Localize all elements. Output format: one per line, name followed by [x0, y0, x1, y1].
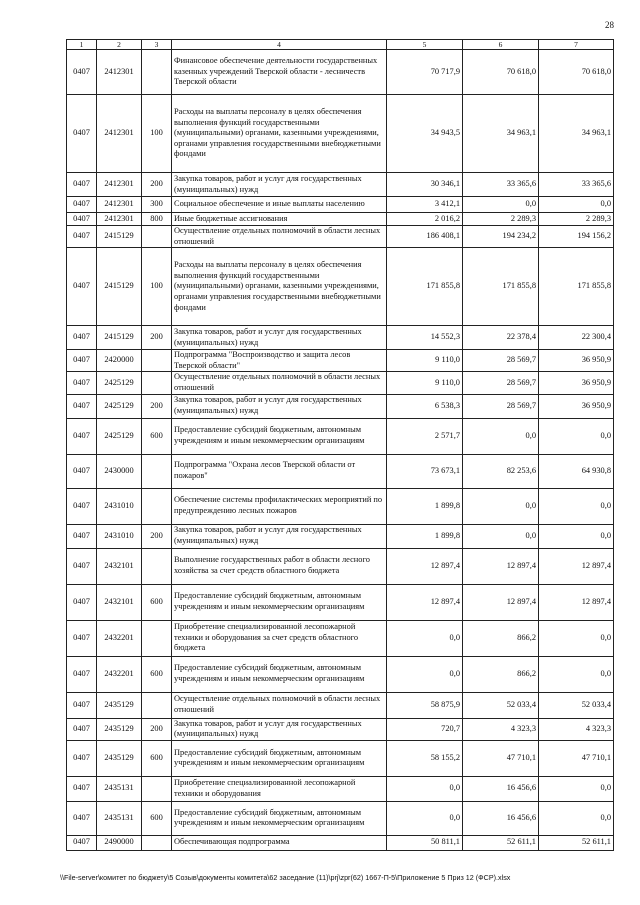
table-row [67, 326, 614, 350]
amount-col7-cell: 0,0 [539, 524, 614, 548]
target-code-cell: 2430000 [97, 454, 142, 488]
description-cell: Закупка товаров, работ и услуг для государственных (муниципальных) нужд [172, 718, 387, 740]
table-row [67, 620, 614, 656]
expense-type-cell [142, 488, 172, 524]
amount-col6-cell: 34 963,1 [463, 95, 539, 173]
amount-col7-cell: 0,0 [539, 488, 614, 524]
amount-col5-cell: 58 155,2 [387, 740, 463, 776]
amount-col5-cell: 0,0 [387, 656, 463, 692]
table-row [67, 835, 614, 850]
amount-col6-cell: 866,2 [463, 620, 539, 656]
target-code-cell: 2415129 [97, 326, 142, 350]
section-code-cell: 0407 [67, 213, 97, 226]
table-row [67, 692, 614, 718]
target-code-cell: 2432201 [97, 656, 142, 692]
amount-col6-cell: 33 365,6 [463, 173, 539, 197]
description-cell: Закупка товаров, работ и услуг для государственных (муниципальных) нужд [172, 524, 387, 548]
description-cell: Приобретение специализированной лесопожарной техники и оборудования [172, 776, 387, 801]
amount-col5-cell: 12 897,4 [387, 548, 463, 584]
expense-type-cell: 200 [142, 394, 172, 418]
description-cell: Закупка товаров, работ и услуг для государственных (муниципальных) нужд [172, 394, 387, 418]
section-code-cell: 0407 [67, 835, 97, 850]
amount-col6-cell: 47 710,1 [463, 740, 539, 776]
file-path-footer: \\File-server\комитет по бюджету\5 Созыв\документы комитета\62 заседание (11)\prj\zpr(62) 1667-П-5\Приложение 5 Приз 12 (ФСР).xlsx [60, 873, 511, 882]
amount-col5-cell: 12 897,4 [387, 584, 463, 620]
target-code-cell: 2431010 [97, 488, 142, 524]
expense-type-cell: 200 [142, 524, 172, 548]
expense-type-cell: 100 [142, 95, 172, 173]
section-code-cell: 0407 [67, 95, 97, 173]
amount-col6-cell: 52 611,1 [463, 835, 539, 850]
description-cell: Осуществление отдельных полномочий в области лесных отношений [172, 226, 387, 248]
amount-col5-cell: 14 552,3 [387, 326, 463, 350]
table-body [67, 50, 614, 851]
amount-col6-cell: 28 569,7 [463, 394, 539, 418]
amount-col7-cell: 171 855,8 [539, 248, 614, 326]
amount-col7-cell: 64 930,8 [539, 454, 614, 488]
expense-type-cell [142, 548, 172, 584]
amount-col7-cell: 34 963,1 [539, 95, 614, 173]
target-code-cell: 2425129 [97, 394, 142, 418]
amount-col7-cell: 2 289,3 [539, 213, 614, 226]
amount-col5-cell: 0,0 [387, 801, 463, 835]
section-code-cell: 0407 [67, 620, 97, 656]
table-row [67, 584, 614, 620]
section-code-cell: 0407 [67, 226, 97, 248]
description-cell: Подпрограмма "Воспроизводство и защита лесов Тверской области" [172, 350, 387, 372]
description-cell: Подпрограмма "Охрана лесов Тверской области от пожаров" [172, 454, 387, 488]
target-code-cell: 2435129 [97, 740, 142, 776]
target-code-cell: 2425129 [97, 372, 142, 394]
column-header: 6 [463, 40, 539, 50]
description-cell: Социальное обеспечение и иные выплаты населению [172, 197, 387, 213]
expense-type-cell [142, 692, 172, 718]
amount-col5-cell: 34 943,5 [387, 95, 463, 173]
section-code-cell: 0407 [67, 801, 97, 835]
amount-col5-cell: 0,0 [387, 776, 463, 801]
amount-col7-cell: 70 618,0 [539, 50, 614, 95]
table-row [67, 488, 614, 524]
amount-col7-cell: 52 033,4 [539, 692, 614, 718]
description-cell: Обеспечивающая подпрограмма [172, 835, 387, 850]
section-code-cell: 0407 [67, 584, 97, 620]
target-code-cell: 2435129 [97, 692, 142, 718]
table-row [67, 394, 614, 418]
section-code-cell: 0407 [67, 548, 97, 584]
amount-col5-cell: 9 110,0 [387, 372, 463, 394]
amount-col5-cell: 73 673,1 [387, 454, 463, 488]
expense-type-cell: 600 [142, 801, 172, 835]
table-row [67, 95, 614, 173]
amount-col6-cell: 0,0 [463, 524, 539, 548]
section-code-cell: 0407 [67, 197, 97, 213]
amount-col6-cell: 82 253,6 [463, 454, 539, 488]
description-cell: Обеспечение системы профилактических мероприятий по предупреждению лесных пожаров [172, 488, 387, 524]
section-code-cell: 0407 [67, 350, 97, 372]
section-code-cell: 0407 [67, 740, 97, 776]
target-code-cell: 2412301 [97, 95, 142, 173]
page-number: 28 [605, 20, 614, 30]
amount-col5-cell: 30 346,1 [387, 173, 463, 197]
amount-col6-cell: 70 618,0 [463, 50, 539, 95]
description-cell: Иные бюджетные ассигнования [172, 213, 387, 226]
target-code-cell: 2412301 [97, 173, 142, 197]
section-code-cell: 0407 [67, 326, 97, 350]
table-row [67, 454, 614, 488]
amount-col7-cell: 0,0 [539, 656, 614, 692]
expense-type-cell [142, 50, 172, 95]
section-code-cell: 0407 [67, 418, 97, 454]
amount-col5-cell: 0,0 [387, 620, 463, 656]
amount-col6-cell: 16 456,6 [463, 776, 539, 801]
expense-type-cell: 300 [142, 197, 172, 213]
target-code-cell: 2432201 [97, 620, 142, 656]
amount-col5-cell: 171 855,8 [387, 248, 463, 326]
amount-col5-cell: 720,7 [387, 718, 463, 740]
description-cell: Осуществление отдельных полномочий в области лесных отношений [172, 692, 387, 718]
description-cell: Приобретение специализированной лесопожарной техники и оборудования за счет средств областного бюджета [172, 620, 387, 656]
section-code-cell: 0407 [67, 173, 97, 197]
amount-col7-cell: 22 300,4 [539, 326, 614, 350]
amount-col6-cell: 866,2 [463, 656, 539, 692]
description-cell: Выполнение государственных работ в области лесного хозяйства за счет средств областного бюджета [172, 548, 387, 584]
amount-col7-cell: 0,0 [539, 620, 614, 656]
target-code-cell: 2425129 [97, 418, 142, 454]
amount-col6-cell: 2 289,3 [463, 213, 539, 226]
section-code-cell: 0407 [67, 50, 97, 95]
amount-col7-cell: 36 950,9 [539, 394, 614, 418]
amount-col6-cell: 0,0 [463, 197, 539, 213]
expense-type-cell: 600 [142, 740, 172, 776]
table-row [67, 50, 614, 95]
amount-col7-cell: 0,0 [539, 801, 614, 835]
expense-type-cell: 600 [142, 656, 172, 692]
table-row [67, 173, 614, 197]
amount-col5-cell: 58 875,9 [387, 692, 463, 718]
amount-col6-cell: 171 855,8 [463, 248, 539, 326]
amount-col6-cell: 194 234,2 [463, 226, 539, 248]
expense-type-cell [142, 776, 172, 801]
column-header: 1 [67, 40, 97, 50]
amount-col5-cell: 6 538,3 [387, 394, 463, 418]
expense-type-cell: 800 [142, 213, 172, 226]
section-code-cell: 0407 [67, 718, 97, 740]
table-row [67, 718, 614, 740]
amount-col6-cell: 22 378,4 [463, 326, 539, 350]
expense-type-cell [142, 835, 172, 850]
description-cell: Расходы на выплаты персоналу в целях обеспечения выполнения функций государственными (муниципальными) органами, казенными учреждениями, органами управления государственными внебюджетными фондами [172, 95, 387, 173]
target-code-cell: 2412301 [97, 50, 142, 95]
amount-col7-cell: 0,0 [539, 776, 614, 801]
amount-col5-cell: 1 899,8 [387, 524, 463, 548]
table-row [67, 418, 614, 454]
amount-col6-cell: 28 569,7 [463, 372, 539, 394]
expense-type-cell: 200 [142, 718, 172, 740]
column-header: 2 [97, 40, 142, 50]
table-row [67, 801, 614, 835]
expense-type-cell [142, 372, 172, 394]
amount-col6-cell: 4 323,3 [463, 718, 539, 740]
table-row [67, 740, 614, 776]
amount-col7-cell: 36 950,9 [539, 350, 614, 372]
column-header: 7 [539, 40, 614, 50]
description-cell: Закупка товаров, работ и услуг для государственных (муниципальных) нужд [172, 173, 387, 197]
amount-col6-cell: 52 033,4 [463, 692, 539, 718]
description-cell: Финансовое обеспечение деятельности государственных казенных учреждений Тверской области - лесничеств Тверской области [172, 50, 387, 95]
expense-type-cell: 200 [142, 173, 172, 197]
target-code-cell: 2415129 [97, 248, 142, 326]
column-header: 3 [142, 40, 172, 50]
table-row [67, 524, 614, 548]
amount-col7-cell: 47 710,1 [539, 740, 614, 776]
expense-type-cell: 600 [142, 418, 172, 454]
amount-col7-cell: 194 156,2 [539, 226, 614, 248]
table-row [67, 226, 614, 248]
budget-table [66, 39, 614, 851]
section-code-cell: 0407 [67, 454, 97, 488]
target-code-cell: 2435131 [97, 801, 142, 835]
amount-col7-cell: 12 897,4 [539, 584, 614, 620]
table-row [67, 350, 614, 372]
section-code-cell: 0407 [67, 524, 97, 548]
amount-col6-cell: 12 897,4 [463, 548, 539, 584]
column-header: 4 [172, 40, 387, 50]
section-code-cell: 0407 [67, 656, 97, 692]
description-cell: Осуществление отдельных полномочий в области лесных отношений [172, 372, 387, 394]
table-row [67, 372, 614, 394]
amount-col6-cell: 0,0 [463, 418, 539, 454]
target-code-cell: 2412301 [97, 197, 142, 213]
description-cell: Закупка товаров, работ и услуг для государственных (муниципальных) нужд [172, 326, 387, 350]
table-row [67, 248, 614, 326]
description-cell: Предоставление субсидий бюджетным, автономным учреждениям и иным некоммерческим организациям [172, 801, 387, 835]
amount-col7-cell: 4 323,3 [539, 718, 614, 740]
amount-col5-cell: 3 412,1 [387, 197, 463, 213]
description-cell: Предоставление субсидий бюджетным, автономным учреждениям и иным некоммерческим организациям [172, 656, 387, 692]
target-code-cell: 2412301 [97, 213, 142, 226]
amount-col7-cell: 36 950,9 [539, 372, 614, 394]
section-code-cell: 0407 [67, 692, 97, 718]
section-code-cell: 0407 [67, 488, 97, 524]
amount-col7-cell: 0,0 [539, 197, 614, 213]
target-code-cell: 2432101 [97, 584, 142, 620]
amount-col5-cell: 186 408,1 [387, 226, 463, 248]
target-code-cell: 2490000 [97, 835, 142, 850]
section-code-cell: 0407 [67, 776, 97, 801]
table-row [67, 548, 614, 584]
amount-col6-cell: 28 569,7 [463, 350, 539, 372]
amount-col5-cell: 70 717,9 [387, 50, 463, 95]
amount-col7-cell: 12 897,4 [539, 548, 614, 584]
table-row [67, 656, 614, 692]
amount-col7-cell: 52 611,1 [539, 835, 614, 850]
section-code-cell: 0407 [67, 394, 97, 418]
table-row [67, 197, 614, 213]
target-code-cell: 2435129 [97, 718, 142, 740]
amount-col5-cell: 50 811,1 [387, 835, 463, 850]
description-cell: Предоставление субсидий бюджетным, автономным учреждениям и иным некоммерческим организациям [172, 418, 387, 454]
target-code-cell: 2435131 [97, 776, 142, 801]
description-cell: Предоставление субсидий бюджетным, автономным учреждениям и иным некоммерческим организациям [172, 740, 387, 776]
expense-type-cell: 600 [142, 584, 172, 620]
amount-col5-cell: 9 110,0 [387, 350, 463, 372]
target-code-cell: 2415129 [97, 226, 142, 248]
target-code-cell: 2432101 [97, 548, 142, 584]
section-code-cell: 0407 [67, 372, 97, 394]
target-code-cell: 2431010 [97, 524, 142, 548]
expense-type-cell [142, 350, 172, 372]
amount-col5-cell: 1 899,8 [387, 488, 463, 524]
amount-col6-cell: 0,0 [463, 488, 539, 524]
expense-type-cell [142, 226, 172, 248]
header-row [67, 40, 614, 50]
expense-type-cell: 100 [142, 248, 172, 326]
description-cell: Предоставление субсидий бюджетным, автономным учреждениям и иным некоммерческим организациям [172, 584, 387, 620]
amount-col7-cell: 33 365,6 [539, 173, 614, 197]
description-cell: Расходы на выплаты персоналу в целях обеспечения выполнения функций государственными (муниципальными) органами, казенными учреждениями, органами управления государственными внебюджетными фондами [172, 248, 387, 326]
column-header: 5 [387, 40, 463, 50]
table-row [67, 213, 614, 226]
amount-col5-cell: 2 571,7 [387, 418, 463, 454]
expense-type-cell: 200 [142, 326, 172, 350]
amount-col6-cell: 16 456,6 [463, 801, 539, 835]
target-code-cell: 2420000 [97, 350, 142, 372]
expense-type-cell [142, 620, 172, 656]
amount-col5-cell: 2 016,2 [387, 213, 463, 226]
section-code-cell: 0407 [67, 248, 97, 326]
expense-type-cell [142, 454, 172, 488]
amount-col7-cell: 0,0 [539, 418, 614, 454]
amount-col6-cell: 12 897,4 [463, 584, 539, 620]
table-row [67, 776, 614, 801]
